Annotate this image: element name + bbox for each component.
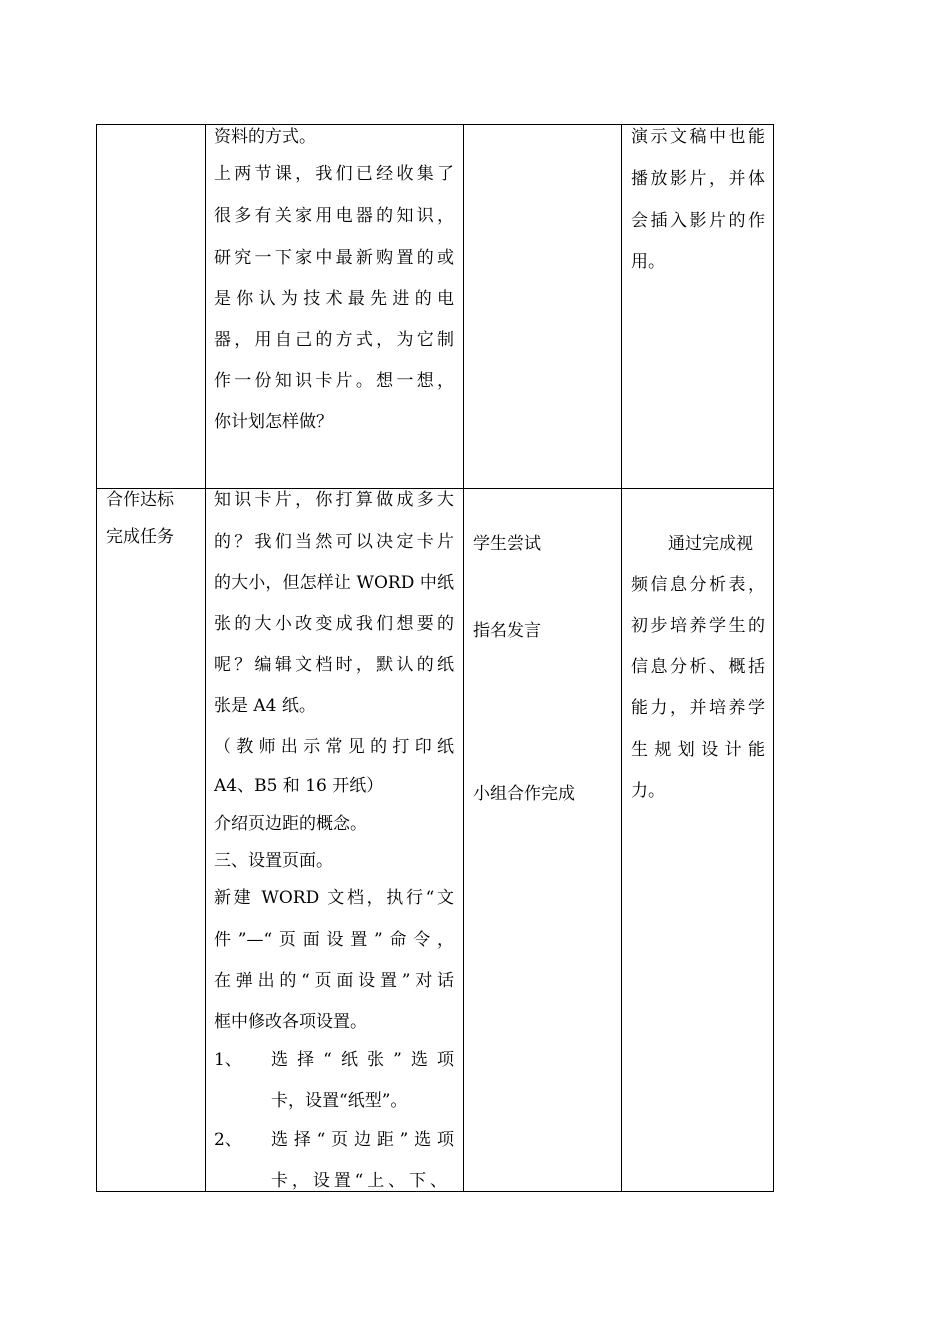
- row1-content-line: 上两节课，我们已经收集了: [214, 164, 454, 184]
- row1-content-line: 作一份知识卡片。想一想，: [214, 371, 454, 391]
- column-divider-2: [463, 124, 464, 1192]
- column-divider-1: [205, 124, 206, 1192]
- row2-intent-line: 力。: [631, 781, 665, 801]
- row1-content-line: 研究一下家中最新购置的或: [214, 248, 454, 268]
- row2-intent-line: 初步培养学生的: [631, 616, 765, 636]
- row2-content-line: （教师出示常见的打印纸: [214, 737, 454, 757]
- step-text: 选择“页边距”选项: [271, 1130, 454, 1150]
- table-border-left: [96, 124, 97, 1192]
- row1-content-line: 很多有关家用电器的知识，: [214, 206, 454, 226]
- step-text: 选择“纸张”选项: [271, 1050, 454, 1070]
- step-text: 卡，设置“纸型”。: [271, 1091, 408, 1111]
- row1-intent-line: 播放影片，并体: [631, 169, 765, 189]
- row2-content-line: 张是 A4 纸。: [214, 696, 316, 716]
- row2-content-line: 知识卡片，你打算做成多大: [214, 490, 454, 510]
- row2-intent-line: 频信息分析表，: [631, 575, 765, 595]
- row2-content-line: 三、设置页面。: [214, 851, 333, 871]
- row1-content-line: 器，用自己的方式，为它制: [214, 330, 454, 350]
- row1-content-line: 资料的方式。: [214, 127, 316, 147]
- lesson-table: [96, 124, 774, 1192]
- student-activity: 学生尝试: [473, 534, 541, 554]
- row2-content-line: A4、B5 和 16 开纸）: [214, 776, 384, 796]
- stage-label-line: 合作达标: [106, 490, 174, 510]
- student-activity: 指名发言: [473, 621, 541, 641]
- row1-content-line: 你计划怎样做？: [214, 412, 333, 432]
- row1-intent-line: 用。: [631, 252, 665, 272]
- table-border-right: [773, 124, 774, 1192]
- step-text: 卡，设置“上、下、: [271, 1171, 447, 1191]
- row2-intent-line: 生规划设计能: [631, 740, 765, 760]
- row2-intent-line: 信息分析、概括: [631, 657, 765, 677]
- row2-content-line: 呢？编辑文档时，默认的纸: [214, 655, 454, 675]
- column-divider-3: [621, 124, 622, 1192]
- row2-intent-line: 能力，并培养学: [631, 698, 765, 718]
- row1-intent-line: 演示文稿中也能: [631, 127, 765, 147]
- step-number: 1、: [214, 1050, 242, 1070]
- row2-content-line: 在弹出的“页面设置”对话: [214, 971, 454, 991]
- row1-intent-line: 会插入影片的作: [631, 211, 765, 231]
- row1-content-line: 是你认为技术最先进的电: [214, 289, 454, 309]
- row2-content-line: 框中修改各项设置。: [214, 1012, 367, 1032]
- table-border-top: [96, 124, 774, 125]
- row2-intent-line: 通过完成视: [668, 534, 753, 554]
- stage-label-line: 完成任务: [106, 527, 174, 547]
- student-activity: 小组合作完成: [473, 784, 575, 804]
- row2-content-line: 的？我们当然可以决定卡片: [214, 532, 454, 552]
- row2-content-line: 介绍页边距的概念。: [214, 814, 367, 834]
- row-divider: [96, 488, 774, 489]
- step-number: 2、: [214, 1130, 242, 1150]
- table-border-bottom: [96, 1191, 774, 1192]
- row2-content-line: 的大小，但怎样让 WORD 中纸: [214, 573, 454, 593]
- row2-content-line: 新建 WORD 文档，执行“文: [214, 888, 454, 908]
- row2-content-line: 件”—“页面设置”命令，: [214, 930, 454, 950]
- row2-content-line: 张的大小改变成我们想要的: [214, 614, 454, 634]
